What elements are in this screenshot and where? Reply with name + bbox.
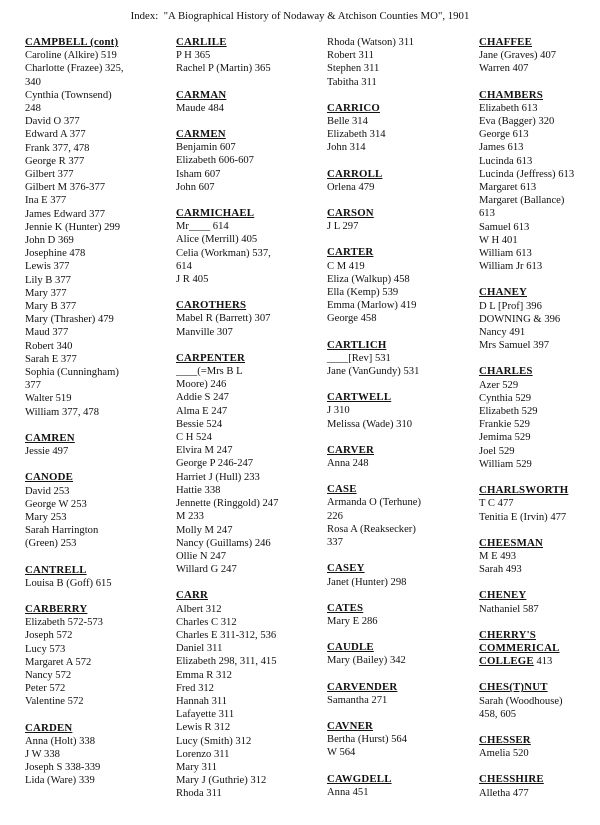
surname-group xyxy=(327,602,477,628)
surname-heading: CASE xyxy=(327,483,357,496)
surname-heading: CAMREN xyxy=(25,431,75,444)
index-entry: Alice (Merrill) 405 xyxy=(176,234,258,246)
index-entry: Mary (Bailey) 342 xyxy=(327,655,406,667)
index-entry: Josephine 478 xyxy=(25,248,86,260)
surname-heading: CHES(T)NUT xyxy=(479,681,548,694)
surname-group xyxy=(176,36,326,76)
surname-group xyxy=(327,773,477,799)
surname-heading: CHEESMAN xyxy=(479,536,543,549)
index-entry: Sophia (Cunningham) xyxy=(25,367,119,379)
index-entry: George 613 xyxy=(479,129,529,141)
index-entry: Elizabeth 613 xyxy=(479,102,538,114)
surname-heading: CARLILE xyxy=(176,36,227,48)
surname-heading: CARTWELL xyxy=(327,391,392,404)
index-entry: Moore) 246 xyxy=(176,379,227,391)
index-entry: Janet (Hunter) 298 xyxy=(327,576,407,588)
surname-group xyxy=(327,102,477,155)
index-entry: 613 xyxy=(479,208,495,220)
index-entry: Daniel 311 xyxy=(176,643,223,655)
index-entry: 458, 605 xyxy=(479,708,517,720)
index-entry: Robert 340 xyxy=(25,340,73,352)
surname-heading: CARMICHAEL xyxy=(176,207,255,220)
index-entry: George W 253 xyxy=(25,498,87,510)
surname-heading: CAVNER xyxy=(327,719,373,732)
index-entry: William 613 xyxy=(479,248,532,260)
index-entry: W H 401 xyxy=(479,234,518,246)
surname-heading: CANTRELL xyxy=(25,563,87,576)
index-entry: Samuel 613 xyxy=(479,221,530,233)
index-entry: Ollie N 247 xyxy=(176,550,227,562)
index-entry: Lorenzo 311 xyxy=(176,748,230,760)
index-entry: Emma (Marlow) 419 xyxy=(327,300,417,312)
index-entry: 337 xyxy=(327,537,343,549)
index-entry: J W 338 xyxy=(25,748,60,760)
surname-group xyxy=(25,471,173,550)
index-entry: Lucinda 613 xyxy=(479,155,533,167)
surname-group xyxy=(176,589,326,800)
index-entry: Lida (Ware) 339 xyxy=(25,775,95,787)
index-column-1 xyxy=(25,36,173,801)
index-entry: Melissa (Wade) 310 xyxy=(327,418,413,430)
index-entry: D L [Prof] 396 xyxy=(479,300,542,312)
index-entry: Addie S 247 xyxy=(176,392,229,404)
index-entry: Warren 407 xyxy=(479,63,529,75)
index-entry: 377 xyxy=(25,380,41,392)
index-entry: 248 xyxy=(25,103,41,115)
index-entry: Walter 519 xyxy=(25,393,72,405)
index-entry: Lucinda (Jeffress) 613 xyxy=(479,168,575,180)
index-entry: William Jr 613 xyxy=(479,261,543,273)
index-entry: Elizabeth 606-607 xyxy=(176,155,254,167)
index-column-2 xyxy=(176,36,326,814)
index-entry: Lucy (Smith) 312 xyxy=(176,735,252,747)
index-entry: Valentine 572 xyxy=(25,696,84,708)
surname-group xyxy=(327,168,477,194)
index-entry: George 458 xyxy=(327,313,377,325)
index-entry: M E 493 xyxy=(479,550,517,562)
index-entry: Jennie K (Hunter) 299 xyxy=(25,221,121,233)
index-entry: Emma R 312 xyxy=(176,669,232,681)
surname-heading: CANODE xyxy=(25,471,73,484)
index-entry: Benjamin 607 xyxy=(176,142,236,154)
index-entry: Louisa B (Goff) 615 xyxy=(25,577,112,589)
surname-group xyxy=(25,564,173,590)
index-entry: Anna 451 xyxy=(327,786,369,798)
index-entry: Mr____ 614 xyxy=(176,221,229,233)
surname-group xyxy=(176,207,326,286)
index-entry: Albert 312 xyxy=(176,603,222,615)
index-entry: Mary E 286 xyxy=(327,615,378,627)
index-entry: Lucy 573 xyxy=(25,643,66,655)
index-entry: DOWNING & 396 xyxy=(479,313,561,325)
index-entry: Mary 253 xyxy=(25,511,67,523)
surname-heading: CARTER xyxy=(327,246,374,259)
index-entry: Peter 572 xyxy=(25,683,66,695)
surname-heading: CAROTHERS xyxy=(176,299,247,312)
index-entry: Rachel P (Martin) 365 xyxy=(176,63,271,75)
surname-heading: CASEY xyxy=(327,562,365,575)
index-entry: Willard G 247 xyxy=(176,564,237,576)
index-entry: Elizabeth 314 xyxy=(327,129,386,141)
surname-heading: CHAMBERS xyxy=(479,88,543,101)
index-entry: Azer 529 xyxy=(479,379,519,391)
index-entry: John D 369 xyxy=(25,235,74,247)
index-entry: Lewis 377 xyxy=(25,261,70,273)
index-entry: C H 524 xyxy=(176,432,212,444)
index-entry: Rosa A (Reaksecker) xyxy=(327,523,416,535)
index-entry: Elizabeth 529 xyxy=(479,406,538,418)
index-entry: Maud 377 xyxy=(25,327,69,339)
surname-heading: COMMERICAL xyxy=(479,641,560,654)
index-entry: George R 377 xyxy=(25,155,85,167)
index-column-4 xyxy=(479,36,597,813)
surname-heading: CARPENTER xyxy=(176,351,245,364)
index-entry: Gilbert 377 xyxy=(25,169,74,181)
surname-group xyxy=(25,603,173,709)
index-entry: Ina E 377 xyxy=(25,195,67,207)
index-entry: Eva (Bagger) 320 xyxy=(479,116,555,128)
index-entry: Mary 311 xyxy=(176,761,218,773)
index-entry: J 310 xyxy=(327,405,350,417)
surname-group xyxy=(25,722,173,788)
index-entry: Molly M 247 xyxy=(176,524,233,536)
index-entry: Mary 377 xyxy=(25,287,67,299)
index-entry: Nancy 572 xyxy=(25,669,72,681)
surname-group xyxy=(479,89,597,274)
index-entry: Elvira M 247 xyxy=(176,445,233,457)
surname-heading: CATES xyxy=(327,601,364,614)
index-entry: Belle 314 xyxy=(327,116,368,128)
index-entry: Jessie 497 xyxy=(25,446,69,458)
index-entry: Maude 484 xyxy=(176,102,224,114)
index-entry: Elizabeth 572-573 xyxy=(25,617,103,629)
index-entry: (Green) 253 xyxy=(25,538,77,550)
surname-heading: CHANEY xyxy=(479,286,527,299)
index-entry: Stephen 311 xyxy=(327,63,380,75)
surname-group xyxy=(479,537,597,577)
index-entry: Edward A 377 xyxy=(25,129,86,141)
index-entry: Tenitia E (Irvin) 477 xyxy=(479,511,567,523)
surname-group xyxy=(479,36,597,76)
surname-group xyxy=(327,207,477,233)
index-entry: Gilbert M 376-377 xyxy=(25,182,106,194)
index-entry: Joseph 572 xyxy=(25,630,73,642)
index-entry: William 529 xyxy=(479,458,532,470)
index-entry: Samantha 271 xyxy=(327,694,388,706)
index-entry: Jennette (Ringgold) 247 xyxy=(176,498,279,510)
index-entry: M 233 xyxy=(176,511,204,523)
index-entry: Mrs Samuel 397 xyxy=(479,340,550,352)
surname-heading: CHESSER xyxy=(479,733,531,746)
index-entry: Frank 377, 478 xyxy=(25,142,90,154)
surname-group xyxy=(479,365,597,471)
index-entry: Fred 312 xyxy=(176,682,214,694)
index-entry: ____(=Mrs B L xyxy=(176,366,243,378)
index-entry: Rhoda 311 xyxy=(176,788,222,800)
index-entry: P H 365 xyxy=(176,50,211,62)
surname-heading: CHENEY xyxy=(479,589,527,602)
index-entry: James 613 xyxy=(479,142,524,154)
index-entry: David O 377 xyxy=(25,116,80,128)
index-entry: Cynthia 529 xyxy=(479,392,532,404)
surname-group xyxy=(327,444,477,470)
index-entry: Jane (Graves) 407 xyxy=(479,50,557,62)
index-entry: Sarah (Woodhouse) xyxy=(479,695,563,707)
index-entry: Tabitha 311 xyxy=(327,76,377,88)
index-entry: Charlotte (Frazee) 325, xyxy=(25,63,124,75)
index-entry: J L 297 xyxy=(327,221,359,233)
index-entry: Anna (Holt) 338 xyxy=(25,735,96,747)
index-entry: Celia (Workman) 537, xyxy=(176,247,271,259)
index-entry: John 607 xyxy=(176,181,215,193)
index-entry: Rhoda (Watson) 311 xyxy=(327,37,415,48)
index-entry: Margaret 613 xyxy=(479,182,537,194)
index-entry: Robert 311 xyxy=(327,50,374,62)
index-entry: 413 xyxy=(533,656,553,668)
index-entry: John 314 xyxy=(327,142,366,154)
index-entry: Sarah E 377 xyxy=(25,353,77,365)
index-entry: 614 xyxy=(176,260,192,272)
index-entry: Frankie 529 xyxy=(479,419,530,431)
index-entry: Joseph S 338-339 xyxy=(25,762,101,774)
index-entry: Joel 529 xyxy=(479,445,515,457)
page-header: Index: "A Biographical History of Nodaway & Atchison Counties MO", 1901 xyxy=(130,10,470,22)
surname-group xyxy=(479,681,597,721)
index-entry: William 377, 478 xyxy=(25,406,100,418)
index-entry: Hannah 311 xyxy=(176,695,228,707)
surname-group xyxy=(327,720,477,760)
surname-group xyxy=(25,432,173,458)
index-entry: Margaret (Ballance) xyxy=(479,195,565,207)
index-entry: Alletha 477 xyxy=(479,787,529,799)
index-entry: Nathaniel 587 xyxy=(479,603,539,615)
surname-heading: CARMAN xyxy=(176,88,227,101)
surname-group xyxy=(25,36,173,419)
surname-heading: CARBERRY xyxy=(25,602,88,615)
index-entry: Harriet J (Hull) 233 xyxy=(176,471,260,483)
surname-group xyxy=(176,299,326,339)
index-entry: Lewis R 312 xyxy=(176,722,231,734)
index-entry: ____[Rev] 531 xyxy=(327,352,391,364)
index-entry: Cynthia (Townsend) xyxy=(25,89,112,101)
index-entry: Anna 248 xyxy=(327,458,369,470)
index-entry: Lafayette 311 xyxy=(176,709,235,721)
surname-group xyxy=(327,483,477,549)
index-entry: Charles E 311-312, 536 xyxy=(176,629,277,641)
surname-heading: CHESSHIRE xyxy=(479,773,544,786)
index-entry: Mabel R (Barrett) 307 xyxy=(176,313,271,325)
surname-group xyxy=(479,629,597,669)
surname-group xyxy=(176,128,326,194)
index-entry: David 253 xyxy=(25,485,70,497)
surname-heading: CARTLICH xyxy=(327,338,387,351)
index-entry: Amelia 520 xyxy=(479,748,529,760)
index-entry: Hattie 338 xyxy=(176,484,221,496)
index-entry: Eliza (Walkup) 458 xyxy=(327,273,410,285)
index-entry: Bessie 524 xyxy=(176,418,223,430)
index-entry: T C 477 xyxy=(479,498,514,510)
index-entry: 226 xyxy=(327,510,343,522)
surname-group xyxy=(176,352,326,576)
surname-group xyxy=(176,89,326,115)
index-column-3 xyxy=(327,36,477,812)
surname-heading: CAMPBELL (cont) xyxy=(25,36,119,48)
surname-group xyxy=(479,589,597,615)
surname-group xyxy=(327,681,477,707)
index-entry: Elizabeth 298, 311, 415 xyxy=(176,656,277,668)
index-entry: 340 xyxy=(25,76,41,88)
index-entry: Jane (VanGundy) 531 xyxy=(327,366,420,378)
surname-heading: CAUDLE xyxy=(327,641,374,654)
index-entry: Armanda O (Terhune) xyxy=(327,497,421,509)
index-entry: W 564 xyxy=(327,747,356,759)
index-entry: Jemima 529 xyxy=(479,432,531,444)
index-entry: Mary B 377 xyxy=(25,301,77,313)
index-entry: Nancy 491 xyxy=(479,327,526,339)
index-entry: Lily B 377 xyxy=(25,274,71,286)
index-entry: Sarah Harrington xyxy=(25,525,99,537)
surname-heading: CARR xyxy=(176,589,208,602)
index-entry: Isham 607 xyxy=(176,168,221,180)
surname-heading: CHARLES xyxy=(479,365,533,378)
surname-group xyxy=(327,339,477,379)
index-entry: Mary J (Guthrie) 312 xyxy=(176,775,267,787)
index-entry: Ella (Kemp) 539 xyxy=(327,287,399,299)
surname-heading: CARVER xyxy=(327,443,375,456)
index-entry: Orlena 479 xyxy=(327,181,375,193)
index-entry: Bertha (Hurst) 564 xyxy=(327,734,408,746)
surname-group xyxy=(327,391,477,431)
surname-group xyxy=(479,286,597,352)
index-entry: Charles C 312 xyxy=(176,616,237,628)
index-entry: Sarah 493 xyxy=(479,564,522,576)
surname-heading: CARDEN xyxy=(25,721,73,734)
surname-group xyxy=(479,773,597,799)
surname-group xyxy=(327,641,477,667)
index-entry: Margaret A 572 xyxy=(25,656,92,668)
surname-heading: CAWGDELL xyxy=(327,772,392,785)
surname-heading: COLLEGE xyxy=(479,655,534,668)
surname-heading: CARRICO xyxy=(327,101,380,114)
surname-heading: CHERRY'S xyxy=(479,628,537,641)
index-entry: J R 405 xyxy=(176,274,209,286)
index-entry: Alma E 247 xyxy=(176,405,228,417)
surname-group xyxy=(327,36,477,89)
surname-heading: CHAFFEE xyxy=(479,36,532,48)
surname-heading: CARMEN xyxy=(176,128,226,141)
index-entry: Nancy (Guillams) 246 xyxy=(176,537,271,549)
index-entry: James Edward 377 xyxy=(25,208,106,220)
surname-heading: CARVENDER xyxy=(327,680,398,693)
surname-group xyxy=(479,484,597,524)
surname-heading: CARSON xyxy=(327,207,374,220)
surname-group xyxy=(479,734,597,760)
index-entry: C M 419 xyxy=(327,260,365,272)
index-entry: Caroline (Alkire) 519 xyxy=(25,50,117,62)
surname-heading: CARROLL xyxy=(327,167,383,180)
index-entry: Manville 307 xyxy=(176,326,233,338)
index-entry: George P 246-247 xyxy=(176,458,254,470)
surname-group xyxy=(327,562,477,588)
surname-group xyxy=(327,246,477,325)
surname-heading: CHARLSWORTH xyxy=(479,484,569,497)
index-entry: Mary (Thrasher) 479 xyxy=(25,314,114,326)
